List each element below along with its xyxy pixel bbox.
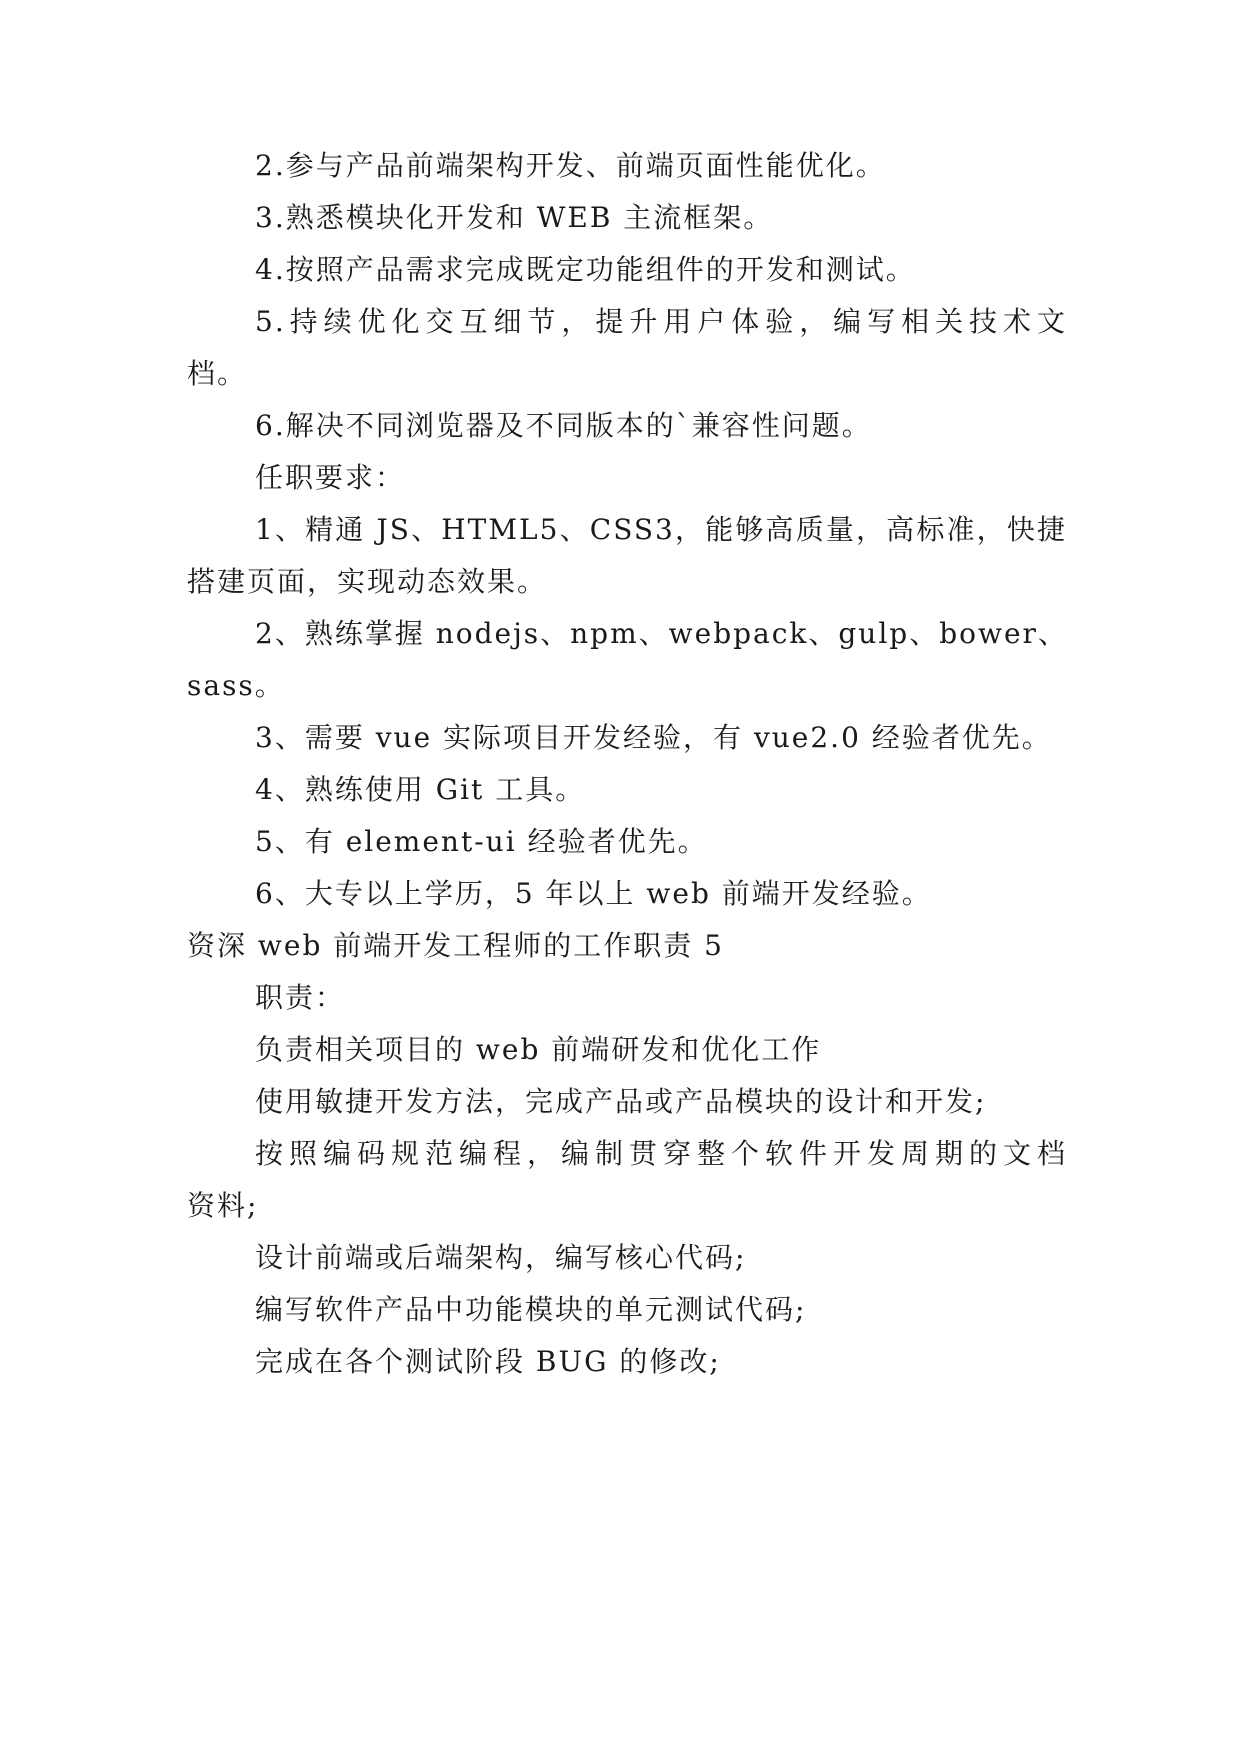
requirements-heading: 任职要求： (255, 461, 406, 494)
requirement-item-1: 1、精通 JS、HTML5、CSS3，能够高质量，高标准，快捷 (255, 513, 1067, 546)
requirement-item-3: 3、需要 vue 实际项目开发经验，有 vue2.0 经验者优先。 (255, 721, 1052, 754)
responsibility-item-2: 使用敏捷开发方法，完成产品或产品模块的设计和开发; (255, 1085, 987, 1118)
responsibility-item-6: 完成在各个测试阶段 BUG 的修改; (255, 1345, 721, 1378)
duty-item-3: 3.熟悉模块化开发和 WEB 主流框架。 (255, 201, 774, 234)
requirement-item-2-continued: sass。 (187, 669, 285, 702)
duty-item-2: 2.参与产品前端架构开发、前端页面性能优化。 (255, 149, 886, 182)
section-heading: 资深 web 前端开发工程师的工作职责 5 (187, 929, 724, 962)
requirement-item-5: 5、有 element-ui 经验者优先。 (255, 825, 708, 858)
duty-item-5-continued: 档。 (187, 357, 248, 390)
duty-item-5: 5.持续优化交互细节，提升用户体验，编写相关技术文 (255, 305, 1067, 338)
responsibility-item-4: 设计前端或后端架构，编写核心代码; (255, 1241, 747, 1274)
duty-item-4: 4.按照产品需求完成既定功能组件的开发和测试。 (255, 253, 916, 286)
responsibility-item-5: 编写软件产品中功能模块的单元测试代码; (255, 1293, 807, 1326)
responsibility-item-3: 按照编码规范编程，编制贯穿整个软件开发周期的文档 (255, 1137, 1067, 1170)
responsibility-item-1: 负责相关项目的 web 前端研发和优化工作 (255, 1033, 822, 1066)
requirement-item-2: 2、熟练掌握 nodejs、npm、webpack、gulp、bower、 (255, 617, 1068, 650)
requirement-item-1-continued: 搭建页面，实现动态效果。 (187, 565, 548, 598)
responsibility-item-3-continued: 资料; (187, 1189, 259, 1222)
requirement-item-6: 6、大专以上学历，5 年以上 web 前端开发经验。 (255, 877, 932, 910)
requirement-item-4: 4、熟练使用 Git 工具。 (255, 773, 586, 806)
responsibilities-heading: 职责： (255, 981, 346, 1014)
duty-item-6: 6.解决不同浏览器及不同版本的`兼容性问题。 (255, 409, 872, 442)
